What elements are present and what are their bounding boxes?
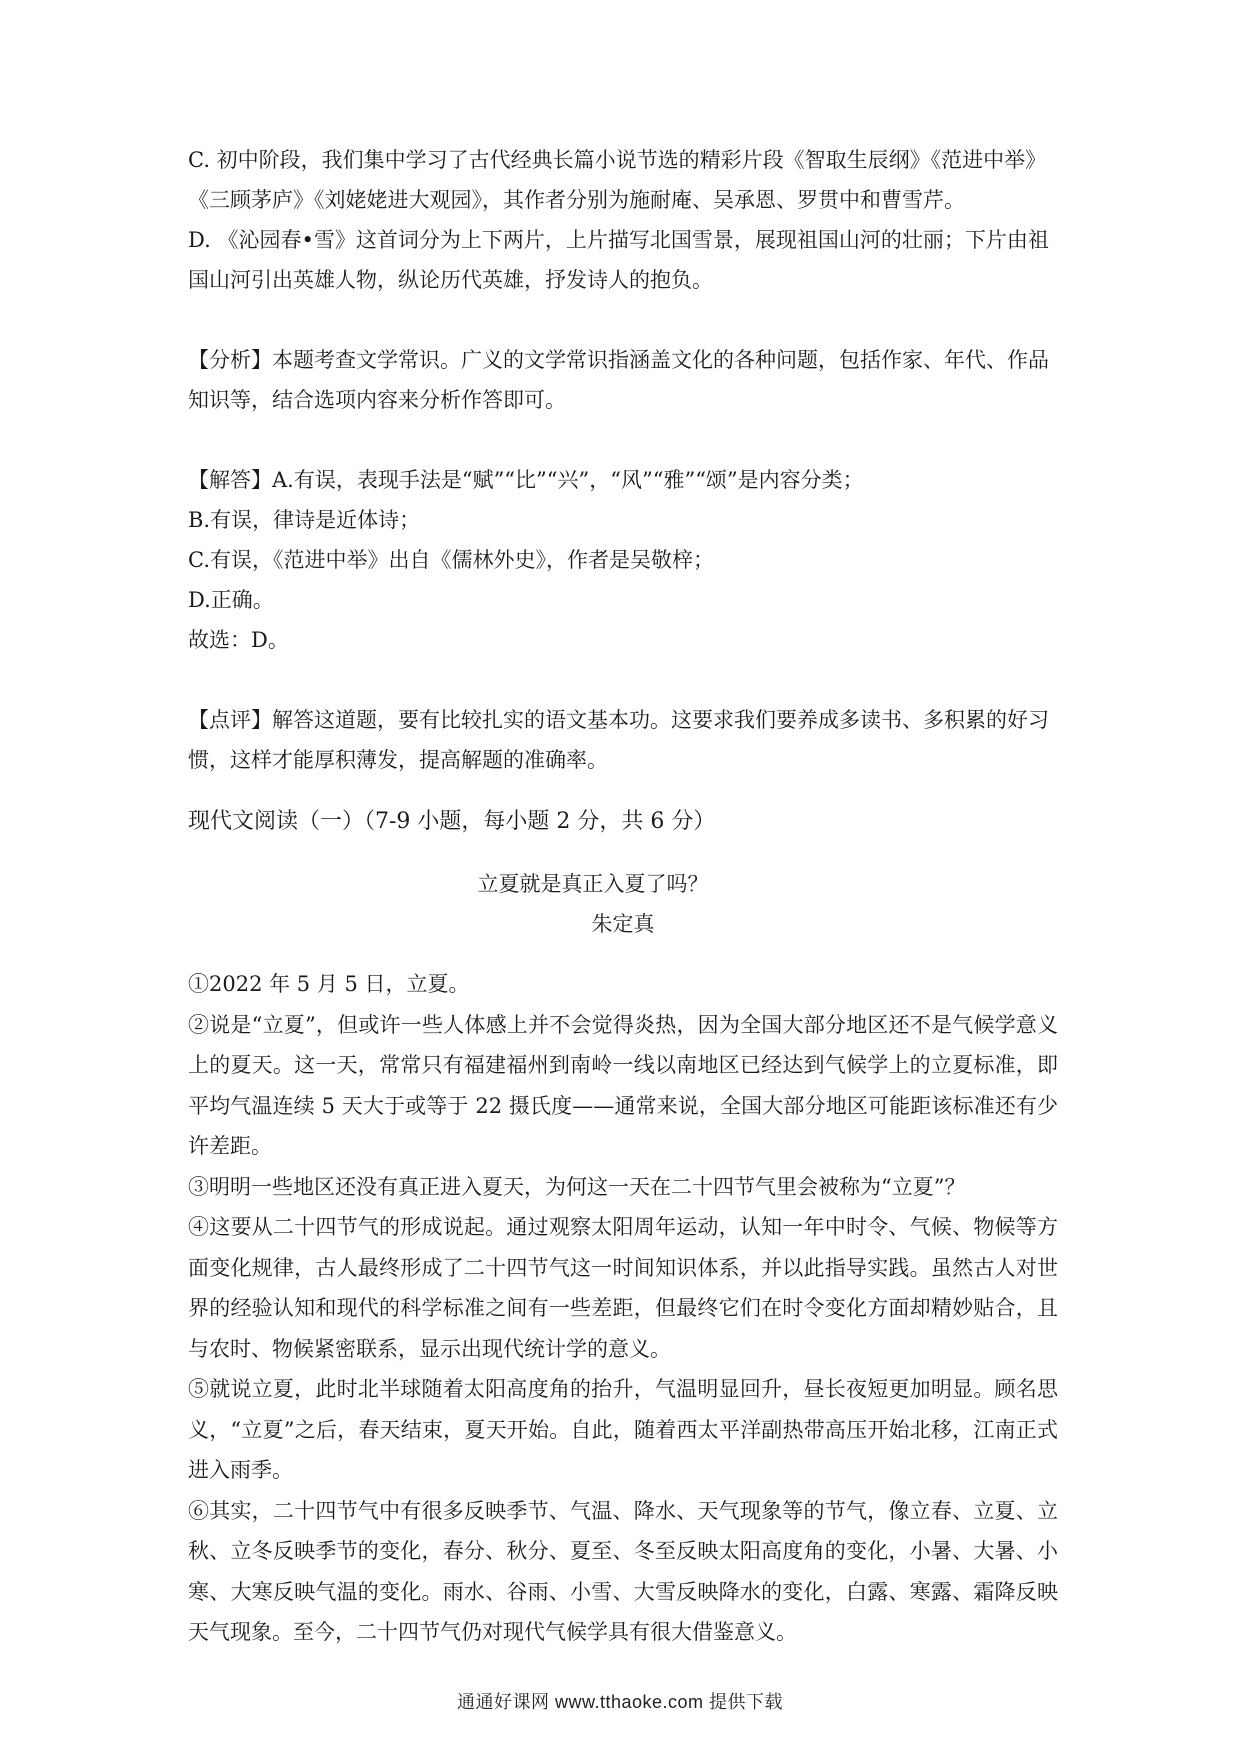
article-paragraph: ①2022 年 5 月 5 日，立夏。 bbox=[188, 972, 470, 996]
article-title: 立夏就是真正入夏了吗？ bbox=[477, 872, 709, 896]
option-d: D. 《沁园春•雪》这首词分为上下两片，上片描写北国雪景，展现祖国山河的壮丽；下片由祖国山河引出英雄人物，纵论历代英雄，抒发诗人的抱负。 bbox=[188, 228, 1049, 292]
article-paragraph: ⑤就说立夏，此时北半球随着太阳高度角的抬升，气温明显回升，昼长夜短更加明显。顾名思义，“立夏”之后，春天结束，夏天开始。自此，随着西太平洋副热带高压开始北移，江南正式进入雨季。 bbox=[188, 1377, 1058, 1482]
article-paragraph: ⑥其实，二十四节气中有很多反映季节、气温、降水、天气现象等的节气，像立春、立夏、立秋、立冬反映季节的变化，春分、秋分、夏至、冬至反映太阳高度角的变化，小暑、大暑、小寒、大寒反映气温的变化。雨水、谷雨、小雪、大雪反映降水的变化，白露、寒露、霜降反映天气现象。至今，二十四节气仍对现代气候学具有很大借鉴意义。 bbox=[188, 1498, 1058, 1644]
article-author: 朱定真 bbox=[591, 912, 655, 936]
article-body bbox=[188, 964, 1058, 1653]
answer-line: 【解答】A.有误，表现手法是“赋”“比”“兴”，“风”“雅”“颂”是内容分类； bbox=[188, 468, 864, 492]
answer-line: B.有误，律诗是近体诗； bbox=[188, 508, 421, 532]
answer-line: 故选：D。 bbox=[188, 628, 289, 652]
comment-paragraph: 【点评】解答这道题，要有比较扎实的语文基本功。这要求我们要养成多读书、多积累的好习惯，这样才能厚积薄发，提高解题的准确率。 bbox=[188, 708, 1049, 772]
section-title: 现代文阅读（一）（7-9 小题，每小题 2 分，共 6 分） bbox=[188, 809, 716, 834]
article-paragraph: ②说是“立夏”，但或许一些人体感上并不会觉得炎热，因为全国大部分地区还不是气候学意义上的夏天。这一天，常常只有福建福州到南岭一线以南地区已经达到气候学上的立夏标准，即平均气温连续 5 天大于或等于 22 摄氏度——通常来说，全国大部分地区可能距该标准还有少许差距。 bbox=[188, 1012, 1058, 1158]
answer-line: C.有误，《范进中举》出自《儒林外史》，作者是吴敬梓； bbox=[188, 548, 714, 572]
analysis-paragraph: 【分析】本题考查文学常识。广义的文学常识指涵盖文化的各种问题，包括作家、年代、作品知识等，结合选项内容来分析作答即可。 bbox=[188, 348, 1049, 412]
spacer bbox=[188, 300, 1058, 340]
spacer bbox=[188, 660, 1058, 700]
spacer bbox=[188, 420, 1058, 460]
article-paragraph: ③明明一些地区还没有真正进入夏天，为何这一天在二十四节气里会被称为“立夏”？ bbox=[188, 1174, 966, 1199]
option-c: C. 初中阶段，我们集中学习了古代经典长篇小说节选的精彩片段《智取生辰纲》《范进中举》《三顾茅庐》《刘姥姥进大观园》，其作者分别为施耐庵、吴承恩、罗贯中和曹雪芹。 bbox=[188, 148, 1047, 212]
answer-block bbox=[188, 460, 1058, 660]
page-content bbox=[188, 140, 1058, 1653]
article-paragraph: ④这要从二十四节气的形成说起。通过观察太阳周年运动，认知一年中时令、气候、物候等方面变化规律，古人最终形成了二十四节气这一时间知识体系，并以此指导实践。虽然古人对世界的经验认知和现代的科学标准之间有一些差距，但最终它们在时令变化方面却精妙贴合，且与农时、物候紧密联系，显示出现代统计学的意义。 bbox=[188, 1215, 1058, 1361]
answer-line: D.正确。 bbox=[188, 588, 274, 612]
footer-watermark: 通通好课网 www.tthaoke.com 提供下载 bbox=[456, 1692, 784, 1712]
